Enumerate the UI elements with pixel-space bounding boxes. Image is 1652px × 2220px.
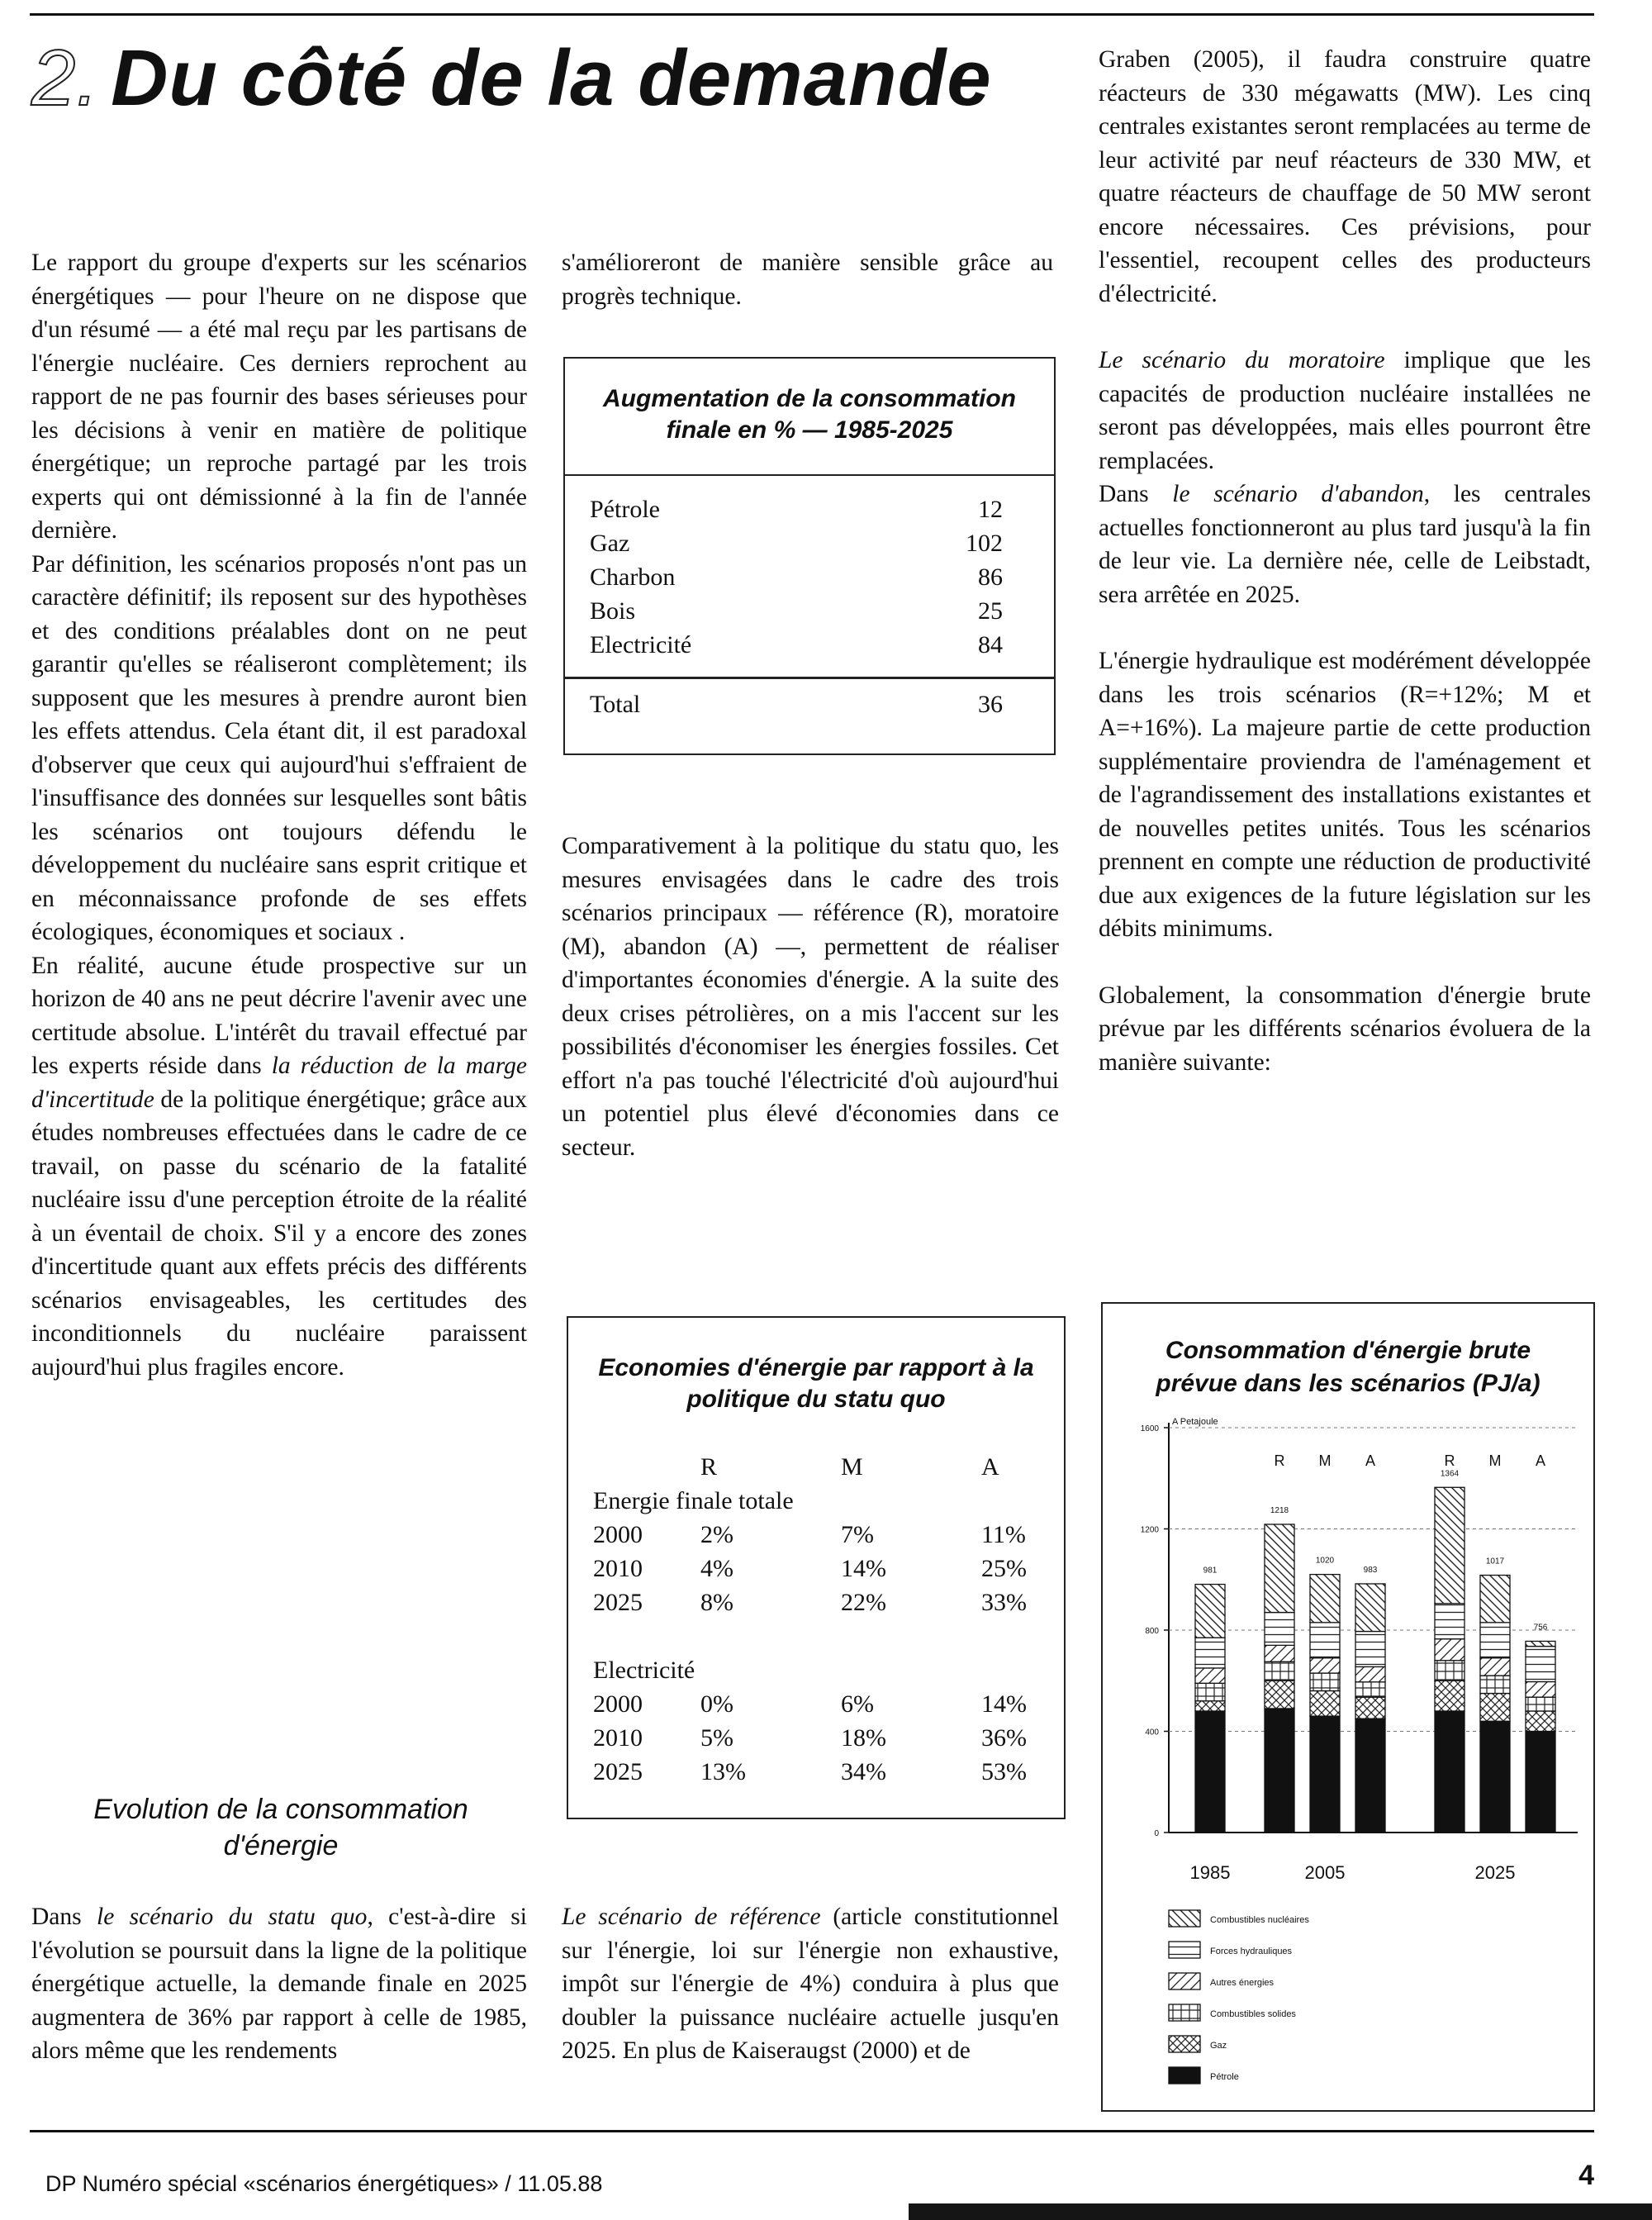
table-cell: R [700, 1453, 718, 1481]
table-row [593, 1755, 1027, 1789]
bar-segment-gaz [1265, 1680, 1294, 1709]
data-label: 1364 [1440, 1469, 1460, 1479]
emphasis: la réduction de la marge d'incertitude [31, 1053, 528, 1113]
row-label: Pétrole [590, 496, 660, 523]
y-tick-label: 0 [1154, 1829, 1159, 1838]
total-label: Total [590, 691, 641, 718]
bar-segment-combustibles-nucl-aires [1435, 1487, 1464, 1604]
table-header-row [593, 1450, 1023, 1484]
table-row [593, 1518, 1026, 1552]
data-label: 1020 [1315, 1556, 1335, 1566]
text-run: Dans [31, 1904, 97, 1930]
bar-segment-gaz [1310, 1691, 1340, 1717]
x-tick-label: 1985 [1189, 1862, 1231, 1883]
table-row [565, 560, 1054, 594]
table1-body [565, 492, 1054, 662]
table-cell: 13% [700, 1758, 746, 1785]
legend-label: Forces hydrauliques [1210, 1947, 1293, 1956]
paragraph [562, 1900, 1059, 2068]
bar-segment-forces-hydrauliques [1195, 1638, 1225, 1668]
y-tick-label: 1600 [1140, 1424, 1159, 1433]
data-label: 756 [1533, 1623, 1548, 1633]
table-cell: 6% [841, 1690, 874, 1718]
bar-segment-autres-nergies [1355, 1666, 1385, 1681]
row-label: Electricité [590, 631, 692, 658]
legend-label: Gaz [1210, 2041, 1227, 2051]
paragraph: Par définition, les scénarios proposés n'ont pas un caractère définitif; ils reposent sur des hypothèses et des conditions préalables dont on ne peut garantir qu'elles se réaliseront complètement; ils supposent que les mesures à prendre auront bien les effets attendus. Cela étant dit, il est paradoxal d'observer que ceux qui aujourd'hui s'effraient de l'insuffisance des données sur lesquelles sont bâtis les scénarios ont toujours défendu le développement du nucléaire sans esprit critique et en méconnaissance profonde de ses effets écologiques, économiques et sociaux . [31, 550, 527, 945]
bar-segment-combustibles-nucl-aires [1265, 1524, 1294, 1613]
legend-label: Pétrole [1210, 2072, 1239, 2082]
bar-segment-forces-hydrauliques [1310, 1623, 1340, 1658]
bar-segment-combustibles-nucl-aires [1195, 1585, 1225, 1638]
table-cell: 2010 [593, 1555, 643, 1582]
bar-segment-autres-nergies [1480, 1658, 1510, 1676]
table-cell: 4% [700, 1555, 733, 1582]
bar-segment-autres-nergies [1435, 1639, 1464, 1661]
bar-segment-combustibles-solides [1195, 1683, 1225, 1700]
scenario-label: A [1365, 1452, 1376, 1469]
bar-segment-gaz [1526, 1711, 1555, 1732]
row-value: 84 [978, 631, 1003, 658]
bar-segment-p-trole [1480, 1721, 1510, 1833]
column-2 [562, 246, 1053, 313]
bar-segment-forces-hydrauliques [1355, 1632, 1385, 1667]
legend-swatch [1169, 2004, 1200, 2021]
paragraph [1099, 344, 1591, 478]
legend-swatch [1169, 1910, 1200, 1927]
scenario-label: M [1488, 1452, 1502, 1469]
bar-segment-combustibles-nucl-aires [1355, 1584, 1385, 1632]
table-title: Economies d'énergie par rapport à la politique du statu quo [598, 1354, 1034, 1413]
x-tick-label: 2025 [1474, 1862, 1516, 1883]
table-cell: 53% [981, 1758, 1027, 1785]
energy-chart [1103, 1304, 1593, 2110]
table-cell: 14% [841, 1555, 886, 1582]
bar-segment-combustibles-nucl-aires [1310, 1575, 1340, 1623]
table-row [565, 628, 1054, 662]
table-cell: A [981, 1453, 999, 1481]
bar-segment-gaz [1355, 1697, 1385, 1718]
bar-segment-combustibles-solides [1355, 1682, 1385, 1697]
table-row [565, 594, 1054, 628]
emphasis: Le scénario de référence [562, 1904, 821, 1930]
paragraph [1099, 478, 1591, 611]
table-cell: 34% [841, 1758, 886, 1785]
table2-body [593, 1450, 1027, 1789]
chart-title: prévue dans les scénarios (PJ/a) [1156, 1370, 1540, 1397]
emphasis: le scénario du statu quo [97, 1904, 368, 1930]
table-cell: 0% [700, 1690, 733, 1718]
bar-segment-p-trole [1265, 1709, 1294, 1833]
scenario-label: M [1318, 1452, 1332, 1469]
section-label: Energie finale totale [593, 1487, 794, 1514]
bottom-rule [30, 2130, 1594, 2132]
bar-segment-forces-hydrauliques [1435, 1604, 1464, 1639]
data-label: 1017 [1485, 1557, 1505, 1566]
paragraph: Le rapport du groupe d'experts sur les scénarios énergétiques — pour l'heure on ne dispose que d'un résumé — a été mal reçu par les partisans de l'énergie nucléaire. Ces derniers reprochent au rapport de ne pas fournir des bases sérieuses pour les décisions à venir en matière de politique énergétique; un reproche partagé par les trois experts qui ont démissionné à la fin de l'année dernière. [31, 250, 527, 544]
table-row [565, 492, 1054, 526]
table-cell: 25% [981, 1555, 1027, 1582]
table-cell: 36% [981, 1724, 1027, 1752]
table1-total-row [590, 687, 1003, 721]
legend-label: Autres énergies [1210, 1978, 1275, 1988]
bar-segment-autres-nergies [1526, 1681, 1555, 1697]
title-text: Du côté de la demande [111, 34, 992, 122]
bar-segment-forces-hydrauliques [1265, 1613, 1294, 1646]
page-number: 4 [1578, 2160, 1594, 2191]
table-cell: 18% [841, 1724, 886, 1752]
table-cell: 2010 [593, 1724, 643, 1752]
table-cell: 33% [981, 1589, 1027, 1616]
column-1 [31, 246, 527, 1384]
text-run: implique que les capacités de production nucléaire installées ne seront pas développées, mais elles pourront être remplacées. [1099, 347, 1591, 474]
paragraph: Globalement, la consommation d'énergie brute prévue par les différents scénarios évoluera de la manière suivante: [1099, 982, 1591, 1076]
bar-segment-forces-hydrauliques [1526, 1647, 1555, 1682]
table-row [593, 1552, 1027, 1585]
row-value: 102 [966, 530, 1003, 557]
bar-segment-gaz [1195, 1701, 1225, 1711]
legend-label: Combustibles nucléaires [1210, 1915, 1309, 1925]
table-cell: 11% [981, 1521, 1026, 1548]
bar-segment-combustibles-solides [1310, 1673, 1340, 1690]
table-cell: 2000 [593, 1521, 643, 1548]
paragraph: s'amélioreront de manière sensible grâce au progrès technique. [562, 250, 1053, 310]
table-cell: 8% [700, 1589, 733, 1616]
title-number: 2. [31, 34, 100, 122]
text-run: En réalité, aucune étude prospective sur un horizon de 40 ans ne peut décrire l'avenir avec une certitude absolue. L'intérêt du travail effectué par les experts réside dans [31, 952, 527, 1079]
table-cell: 2025 [593, 1589, 643, 1616]
text-run: de la politique énergétique; grâce aux études nombreuses effectuées dans le cadre de ce travail, on passe du scénario de la fatalité nucléaire issu d'une perception étroite de la réalité à un éventail de choix. S'il y a encore des zones d'incertitude quant aux effets précis des différents scénarios envisageables, les certitudes des inconditionnels du nucléaire paraissent aujourd'hui plus fragiles encore. [31, 1086, 527, 1381]
text-run: , les centrales actuelles fonctionneront au plus tard jusqu'à la fin de leur vie. La dernière née, celle de Leibstadt, sera arrêtée en 2025. [1099, 481, 1591, 608]
table-cell: 2000 [593, 1690, 643, 1718]
text-run: , c'est-à-dire si l'évolution se poursuit dans la ligne de la politique énergétique actuelle, la demande finale en 2025 augmentera de 36% par rapport à celle de 1985, alors même que les rendements [31, 1904, 527, 2064]
section-subheading: Evolution de la consommation d'énergie [93, 1794, 468, 1861]
paragraph [31, 949, 527, 1385]
legend-label: Combustibles solides [1210, 2009, 1296, 2019]
column-2-middle [562, 830, 1059, 1164]
table-title: Augmentation de la consommation finale en % — 1985-2025 [565, 359, 1054, 476]
column-1-continued [31, 1900, 527, 2068]
table-row [593, 1687, 1027, 1721]
table-cell: 14% [981, 1690, 1027, 1718]
y-tick-label: 400 [1145, 1728, 1159, 1737]
paragraph: L'énergie hydraulique est modérément développée dans les trois scénarios (R=+12%; M et A=+16%). La majeure partie de cette production supplémentaire proviendra de l'aménagement et de l'agrandissement des installations existantes et de nouvelles petites unités. Tous les scénarios prennent en compte une réduction de productivité due aux exigences de la future législation sur les débits minimums. [1099, 648, 1591, 942]
paragraph [31, 1900, 527, 2068]
row-value: 12 [978, 496, 1003, 523]
footer-publication: DP Numéro spécial «scénarios énergétiques» / 11.05.88 [45, 2171, 603, 2196]
bar-segment-gaz [1435, 1680, 1464, 1711]
scenario-label: R [1274, 1452, 1285, 1469]
bar-segment-p-trole [1355, 1718, 1385, 1833]
data-label: 1218 [1270, 1505, 1289, 1515]
row-label: Bois [590, 597, 636, 625]
total-value: 36 [978, 691, 1003, 718]
bar-segment-combustibles-nucl-aires [1480, 1576, 1510, 1623]
row-label: Gaz [590, 530, 630, 557]
table-cell: 7% [841, 1521, 874, 1548]
x-tick-label: 2005 [1304, 1862, 1346, 1883]
bar-segment-gaz [1480, 1694, 1510, 1722]
top-rule [30, 13, 1594, 16]
text-run: Dans [1099, 481, 1173, 507]
table-row [565, 526, 1054, 560]
column-2-bottom [562, 1900, 1059, 2068]
legend-swatch [1169, 2036, 1200, 2052]
table-cell: 2% [700, 1521, 733, 1548]
table-cell: 5% [700, 1724, 733, 1752]
paragraph: Comparativement à la politique du statu quo, les mesures envisagées dans le cadre des trois scénarios principaux — référence (R), moratoire (M), abandon (A) —, permettent de réaliser d'importantes économies d'énergie. A la suite des deux crises pétrolières, on a mis l'accent sur les possibilités d'économiser les énergies fossiles. Cet effort n'a pas touché l'électricité d'où aujourd'hui un potentiel plus élevé d'économies dans ce secteur. [562, 833, 1059, 1161]
bar-segment-combustibles-nucl-aires [1526, 1641, 1555, 1646]
chart-title: Consommation d'énergie brute [1165, 1337, 1531, 1364]
y-axis-label: A Petajoule [1172, 1417, 1218, 1427]
energy-savings-table [567, 1316, 1066, 1819]
bar-segment-combustibles-solides [1265, 1661, 1294, 1680]
table1-divider [565, 677, 1054, 679]
bar-segment-p-trole [1526, 1732, 1555, 1833]
legend-swatch [1169, 1942, 1200, 1958]
table-cell: M [841, 1453, 863, 1481]
emphasis: le scénario d'abandon [1172, 481, 1424, 507]
energy-chart-box [1101, 1302, 1595, 2112]
legend-swatch [1169, 2067, 1200, 2084]
bar-segment-combustibles-solides [1526, 1697, 1555, 1711]
bar-segment-combustibles-solides [1480, 1676, 1510, 1693]
bar-segment-p-trole [1195, 1711, 1225, 1833]
bar-segment-p-trole [1310, 1716, 1340, 1833]
table-cell: 22% [841, 1589, 886, 1616]
text-run: (article constitutionnel sur l'énergie, loi sur l'énergie non exhaustive, impôt sur l'énergie de 4%) conduira à plus que doubler la puissance nucléaire actuelle jusqu'en 2025. En plus de Kaiseraugst (2000) et de [562, 1904, 1059, 2064]
bar-segment-p-trole [1435, 1711, 1464, 1833]
row-value: 25 [978, 597, 1003, 625]
y-tick-label: 800 [1145, 1627, 1159, 1636]
table-cell: 2025 [593, 1758, 643, 1785]
row-value: 86 [978, 563, 1003, 591]
column-3 [1099, 43, 1591, 1079]
section-label: Electricité [593, 1657, 695, 1684]
scenario-label: R [1444, 1452, 1455, 1469]
bar-segment-forces-hydrauliques [1480, 1623, 1510, 1658]
bar-segment-autres-nergies [1195, 1668, 1225, 1683]
y-tick-label: 1200 [1140, 1525, 1159, 1535]
legend-swatch [1169, 1973, 1200, 1989]
consumption-increase-table [563, 357, 1056, 755]
table-row [593, 1721, 1027, 1755]
bar-segment-combustibles-solides [1435, 1661, 1464, 1681]
table-row [593, 1585, 1027, 1619]
paragraph: Graben (2005), il faudra construire quatre réacteurs de 330 mégawatts (MW). Les cinq centrales existantes seront remplacées au terme de leur activité par neuf réacteurs de 330 MW, et quatre réacteurs de chauffage de 50 MW seront encore nécessaires. Ces prévisions, pour l'essentiel, recoupent celles des producteurs d'électricité. [1099, 46, 1591, 307]
bar-segment-autres-nergies [1265, 1645, 1294, 1661]
scenario-label: A [1535, 1452, 1546, 1469]
scan-edge-artifact [909, 2203, 1652, 2220]
row-label: Charbon [590, 563, 676, 591]
data-label: 981 [1203, 1566, 1218, 1576]
data-label: 983 [1363, 1565, 1378, 1575]
emphasis: Le scénario du moratoire [1099, 347, 1385, 373]
bar-segment-autres-nergies [1310, 1658, 1340, 1673]
page-title [31, 33, 992, 124]
